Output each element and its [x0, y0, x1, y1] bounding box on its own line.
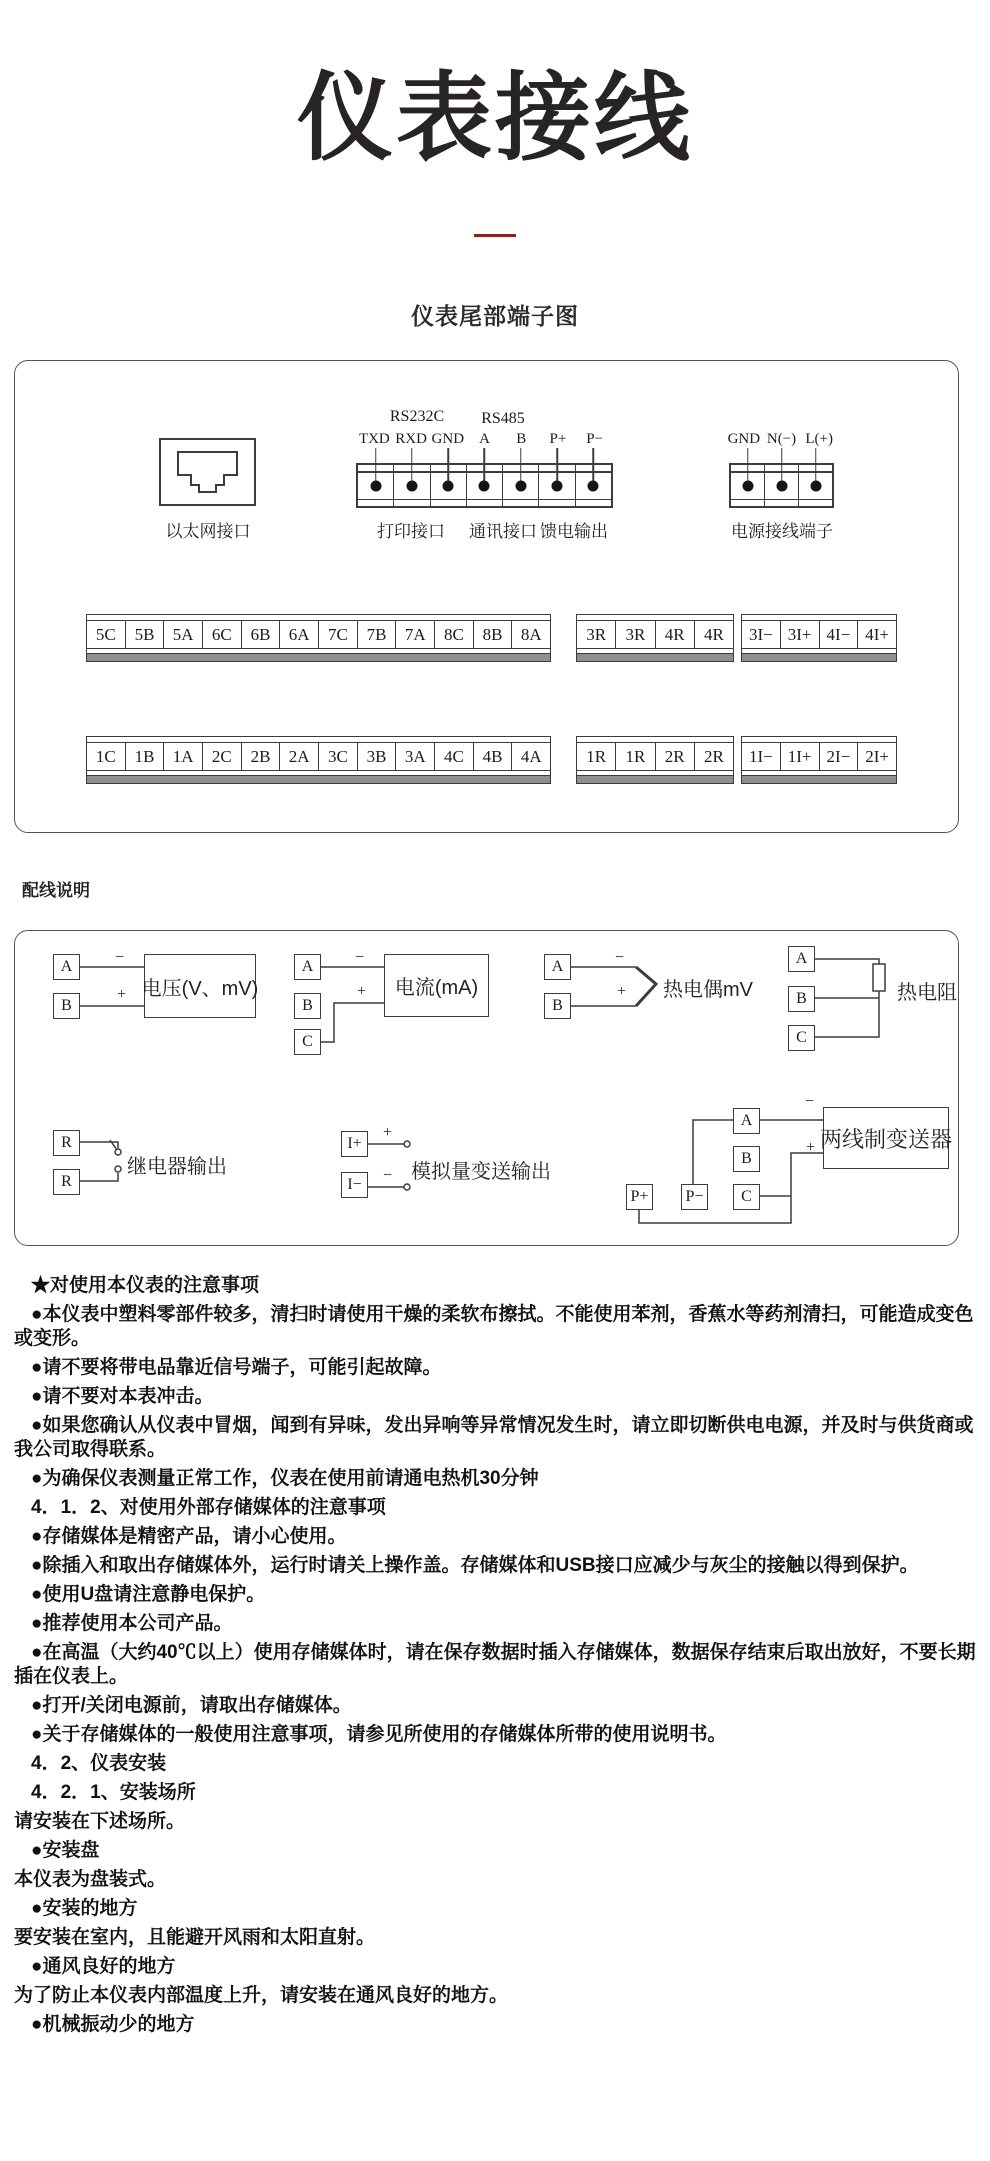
note-line: ●使用U盘请注意静电保护。 [31, 1584, 266, 1605]
terminal-cell: 2R [703, 746, 724, 766]
note-line: 请安装在下述场所。 [14, 1811, 186, 1832]
terminal-C: C [788, 1025, 815, 1051]
terminal-diagram-heading: 仪表尾部端子图 [411, 303, 579, 329]
terminal-diagram-panel [14, 360, 959, 833]
terminal-cell: 2A [280, 743, 319, 770]
terminal-cell: 1I− [742, 743, 781, 770]
terminal-row2-strip1 [86, 736, 551, 784]
terminal-cell: 4R [703, 624, 724, 644]
note-line: ●在高温（大约40℃以上）使用存储媒体时，请在保存数据时插入存储媒体，数据保存结束后取出放好，不要长期插在仪表上。 [14, 1642, 976, 1687]
terminal-cell: 3I− [742, 621, 781, 648]
terminal-cell: 4I− [820, 621, 859, 648]
terminal-cell: 8C [435, 621, 474, 648]
terminal-cell: 1A [164, 743, 203, 770]
pin-label: TXD [358, 431, 390, 447]
printer-port-label: 打印接口 [377, 522, 445, 541]
terminal-row1-strip1 [86, 614, 551, 662]
comm-terminal-strip [356, 463, 613, 508]
minus-sign: − [115, 949, 125, 966]
terminal-row1-strip3 [741, 614, 897, 662]
pin-label: N(−) [766, 431, 797, 447]
comm-port-label: 通讯接口 [469, 522, 537, 541]
thermocouple-label: 热电偶mV [663, 979, 753, 1001]
terminal-A: A [53, 954, 80, 980]
comm-pin-labels [356, 431, 613, 448]
relay-output-label: 继电器输出 [127, 1156, 227, 1178]
note-line: ●为确保仪表测量正常工作，仪表在使用前请通电热机30分钟 [31, 1468, 539, 1489]
terminal-A: A [544, 954, 571, 980]
minus-sign: − [805, 1093, 815, 1110]
current-input-box: 电流(mA) [384, 954, 489, 1017]
terminal-cell: 5A [164, 621, 203, 648]
note-line: ●存储媒体是精密产品，请小心使用。 [31, 1526, 347, 1547]
analog-output-label: 模拟量变送输出 [411, 1161, 551, 1183]
terminal-cell: 5B [126, 621, 165, 648]
accent-divider [474, 234, 516, 237]
pin-label: P− [586, 431, 604, 447]
terminal-cell: 4C [435, 743, 474, 770]
terminal-cell: 1R [616, 743, 655, 770]
terminal-A: A [733, 1108, 760, 1134]
note-line: 要安装在室内，且能避开风雨和太阳直射。 [14, 1927, 376, 1948]
note-heading: 4．1．2、对使用外部存储媒体的注意事项 [31, 1497, 386, 1518]
terminal-cell: 8A [520, 624, 542, 644]
terminal-cell: 6C [203, 621, 242, 648]
terminal-cell: 2R [656, 743, 695, 770]
terminal-cell: 2I+ [865, 746, 889, 766]
terminal-cell: 5C [87, 621, 126, 648]
pin-label: P+ [549, 431, 567, 447]
terminal-cell: 7A [396, 621, 435, 648]
terminal-cell: 3A [396, 743, 435, 770]
pin-label: GND [431, 431, 465, 447]
ethernet-jack-icon [159, 438, 256, 506]
feed-output-label: 馈电输出 [540, 522, 608, 541]
note-line: ●如果您确认从仪表中冒烟，闻到有异味，发出异响等异常情况发生时，请立即切断供电电源，并及时与供货商或我公司取得联系。 [14, 1415, 974, 1460]
plus-sign: + [806, 1139, 816, 1156]
terminal-cell: 1B [126, 743, 165, 770]
terminal-cell: 7C [319, 621, 358, 648]
terminal-cell: 4B [474, 743, 513, 770]
terminal-cell: 4R [656, 621, 695, 648]
voltage-input-box: 电压(V、mV) [144, 954, 256, 1018]
power-terminal-label: 电源接线端子 [731, 522, 833, 541]
terminal-cell: 3B [358, 743, 397, 770]
note-line: 本仪表为盘装式。 [14, 1869, 167, 1890]
strip-line [731, 471, 832, 473]
terminal-cell: 7B [358, 621, 397, 648]
note-line: ★对使用本仪表的注意事项 [31, 1275, 260, 1296]
terminal-cell: 3R [577, 621, 616, 648]
note-line: ●通风良好的地方 [31, 1956, 176, 1977]
rs485-label: RS485 [481, 410, 525, 427]
terminal-row2-strip3 [741, 736, 897, 784]
terminal-B: B [53, 993, 80, 1019]
terminal-row2-strip2 [576, 736, 734, 784]
minus-sign: − [355, 949, 365, 966]
terminal-C: C [294, 1029, 321, 1055]
note-heading: 4．2．1、安装场所 [31, 1782, 196, 1803]
transmitter-box: 两线制变送器 [823, 1107, 949, 1169]
strip-line [731, 499, 832, 501]
strip-line [358, 471, 611, 473]
pin-label: B [516, 431, 527, 447]
terminal-cell: 3I+ [781, 621, 820, 648]
terminal-R: R [53, 1169, 80, 1195]
terminal-P-plus: P+ [626, 1184, 653, 1210]
note-line: ●本仪表中塑料零部件较多，清扫时请使用干燥的柔软布擦拭。不能使用苯剂，香蕉水等药剂清扫，可能造成变色或变形。 [14, 1304, 974, 1349]
note-line: ●推荐使用本公司产品。 [31, 1613, 233, 1634]
power-pin-labels [725, 431, 838, 448]
note-line: ●除插入和取出存储媒体外，运行时请关上操作盖。存储媒体和USB接口应减少与灰尘的接触以得到保护。 [31, 1555, 919, 1576]
pin-label: A [479, 431, 490, 447]
terminal-B: B [733, 1146, 760, 1172]
note-line: ●请不要对本表冲击。 [31, 1386, 214, 1407]
minus-sign: − [383, 1167, 393, 1184]
terminal-cell: 3R [616, 621, 655, 648]
strip-line [358, 499, 611, 501]
note-line: ●打开/关闭电源前，请取出存储媒体。 [31, 1695, 352, 1716]
power-terminal-strip [729, 463, 834, 508]
terminal-P-minus: P− [681, 1184, 708, 1210]
plus-sign: + [383, 1124, 393, 1141]
pin-label: RXD [395, 431, 427, 447]
page-title: 仪表接线 [297, 65, 693, 172]
terminal-I-plus: I+ [341, 1131, 368, 1157]
notes-section [0, 1274, 990, 2042]
terminal-cell: 6B [242, 621, 281, 648]
terminal-I-minus: I− [341, 1172, 368, 1198]
terminal-cell: 4I+ [865, 624, 889, 644]
terminal-R: R [53, 1130, 80, 1156]
note-line: ●机械振动少的地方 [31, 2014, 195, 2035]
note-line: ●请不要将带电品靠近信号端子，可能引起故障。 [31, 1357, 442, 1378]
terminal-B: B [294, 993, 321, 1019]
ethernet-label: 以太网接口 [165, 522, 251, 541]
terminal-B: B [788, 986, 815, 1012]
terminal-A: A [294, 954, 321, 980]
terminal-cell: 8B [474, 621, 513, 648]
pin-label: L(+) [805, 431, 833, 447]
terminal-A: A [788, 946, 815, 972]
terminal-cell: 2C [203, 743, 242, 770]
plus-sign: + [617, 983, 627, 1000]
note-line: ●关于存储媒体的一般使用注意事项，请参见所使用的存储媒体所带的使用说明书。 [31, 1724, 727, 1745]
note-line: ●安装盘 [31, 1840, 100, 1861]
rs232c-label: RS232C [389, 408, 445, 425]
terminal-cell: 1I+ [781, 743, 820, 770]
note-line: ●安装的地方 [31, 1898, 138, 1919]
terminal-cell: 6A [280, 621, 319, 648]
terminal-cell: 3C [319, 743, 358, 770]
plus-sign: + [357, 983, 367, 1000]
rtd-label: 热电阻 [897, 982, 957, 1004]
pin-label: GND [727, 431, 761, 447]
note-heading: 4．2、仪表安装 [31, 1753, 167, 1774]
wiring-section-label: 配线说明 [22, 881, 90, 900]
wiring-diagram-panel [14, 930, 959, 1246]
terminal-C: C [733, 1184, 760, 1210]
terminal-cell: 2I− [820, 743, 859, 770]
terminal-cell: 1R [577, 743, 616, 770]
terminal-cell: 2B [242, 743, 281, 770]
minus-sign: − [615, 949, 625, 966]
note-line: 为了防止本仪表内部温度上升，请安装在通风良好的地方。 [14, 1985, 509, 2006]
terminal-cell: 1C [87, 743, 126, 770]
terminal-B: B [544, 993, 571, 1019]
plus-sign: + [117, 986, 127, 1003]
terminal-row1-strip2 [576, 614, 734, 662]
terminal-cell: 4A [520, 746, 542, 766]
